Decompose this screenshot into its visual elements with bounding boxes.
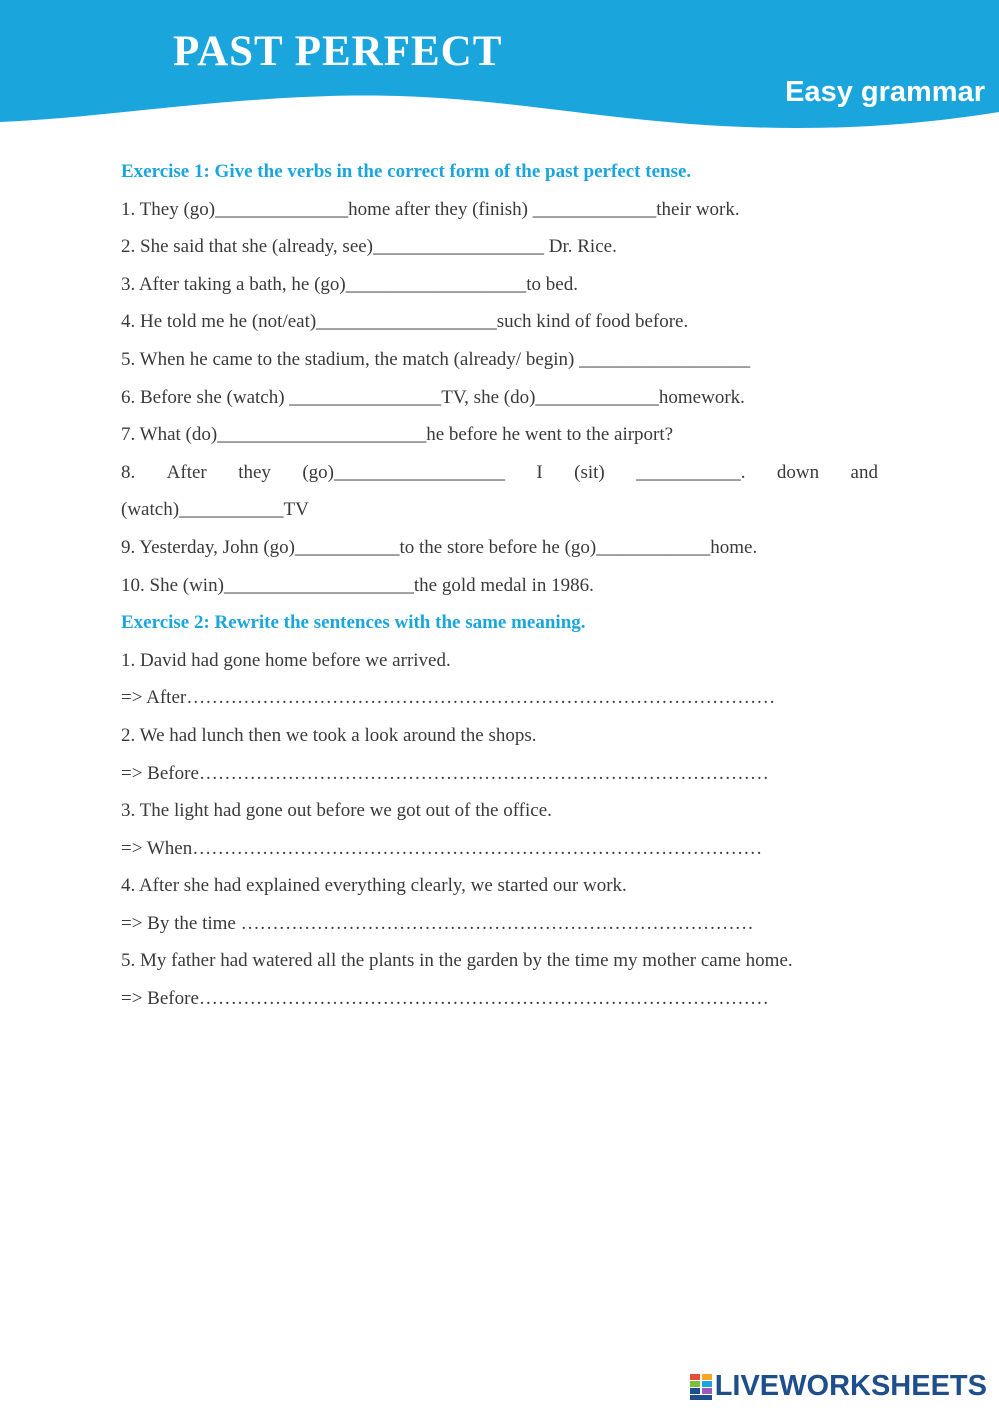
exercise2-item: 5. My father had watered all the plants in the garden by the time my mother came home. — [121, 950, 793, 972]
justified-word: they — [238, 461, 271, 483]
justified-word: I — [536, 461, 543, 483]
justified-word: down — [776, 461, 820, 483]
exercise1-item[interactable]: 9. Yesterday, John (go)___________to the store before he (go)____________home. — [121, 536, 758, 558]
exercise2-item: 4. After she had explained everything clearly, we started our work. — [121, 875, 627, 897]
exercise1-title: Exercise 1: Give the verbs in the correct form of the past perfect tense. — [121, 161, 692, 182]
exercise1-item[interactable]: 5. When he came to the stadium, the match (already/ begin) __________________ — [121, 348, 751, 370]
exercise1-item[interactable]: 3. After taking a bath, he (go)___________________to bed. — [121, 273, 578, 295]
exercise2-answer[interactable]: => Before……………………………………………………………………………… — [121, 988, 769, 1010]
exercise1-item[interactable]: 1. They (go)______________home after they (finish) _____________their work. — [121, 198, 740, 220]
exercise2-item: 2. We had lunch then we took a look around the shops. — [121, 724, 537, 746]
exercise2-answer[interactable]: => By the time ……………………………………………………………………… — [121, 912, 754, 934]
page-title: PAST PERFECT — [173, 28, 503, 75]
liveworksheets-logo-text: LIVEWORKSHEETS — [714, 1370, 987, 1402]
exercise2-answer[interactable]: => Before……………………………………………………………………………… — [121, 762, 769, 784]
liveworksheets-logo — [690, 1372, 987, 1401]
page-subtitle: Easy grammar — [785, 76, 985, 108]
justified-word: (sit) — [574, 461, 605, 483]
exercise1-item[interactable]: 10. She (win)____________________the gold medal in 1986. — [121, 574, 594, 596]
justified-word: and — [850, 461, 878, 483]
exercise1-item[interactable]: 7. What (do)______________________he before he went to the airport? — [121, 424, 674, 446]
exercise2-answer[interactable]: => When……………………………………………………………………………… — [121, 837, 763, 859]
exercise2-title: Exercise 2: Rewrite the sentences with the same meaning. — [121, 612, 586, 634]
exercise1-item[interactable]: (watch)___________TV — [121, 499, 309, 521]
exercise2-item: 1. David had gone home before we arrived. — [121, 649, 451, 671]
justified-word: ___________. — [636, 461, 746, 483]
liveworksheets-icon — [690, 1374, 712, 1400]
exercise1-item[interactable]: 6. Before she (watch) ________________TV, she (do)_____________homework. — [121, 386, 745, 408]
exercise2-answer[interactable]: => After………………………………………………………………………………… — [121, 687, 776, 709]
exercise1-item[interactable]: 2. She said that she (already, see)__________________ Dr. Rice. — [121, 236, 617, 258]
exercise1-item-justified[interactable] — [121, 454, 878, 492]
exercise2-item: 3. The light had gone out before we got out of the office. — [121, 800, 552, 822]
worksheet-content — [121, 153, 878, 1018]
exercise1-item[interactable]: 4. He told me he (not/eat)___________________such kind of food before. — [121, 311, 689, 333]
justified-word: 8. — [121, 461, 136, 483]
justified-word: After — [166, 461, 207, 483]
justified-word: (go)__________________ — [302, 461, 505, 483]
